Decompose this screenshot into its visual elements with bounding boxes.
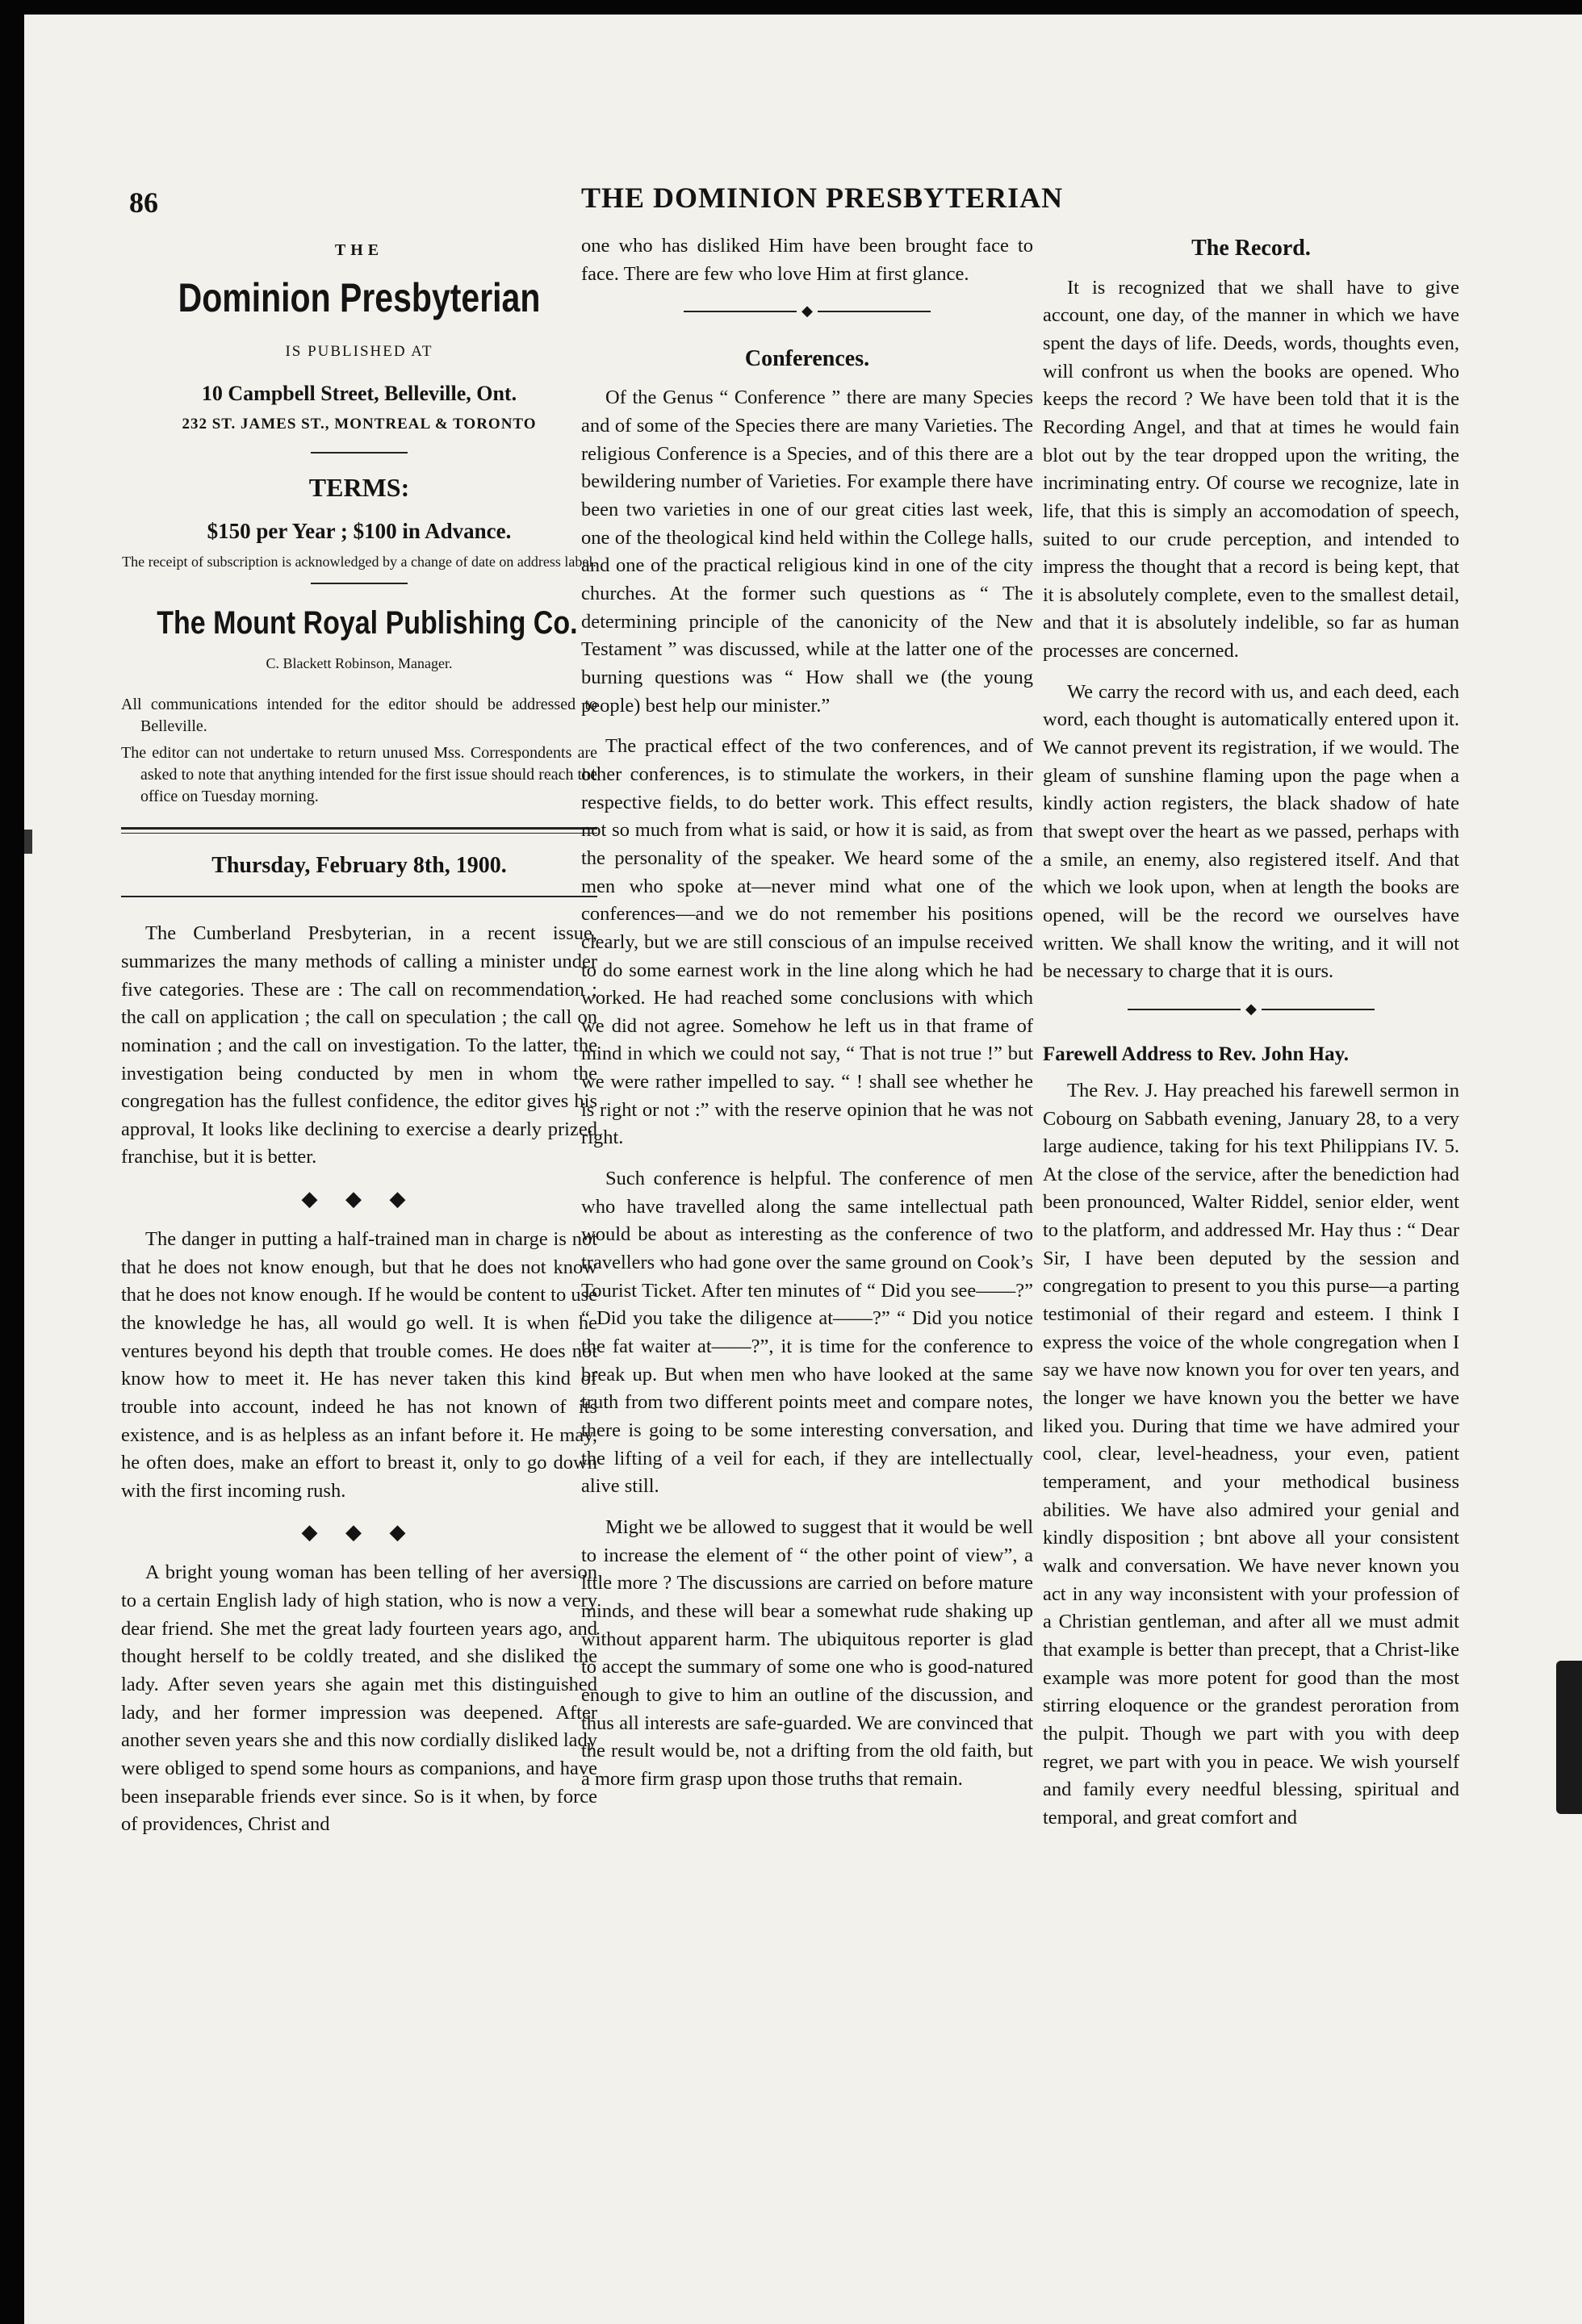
- section-heading: Farewell Address to Rev. John Hay.: [1043, 1043, 1349, 1066]
- divider-line: [818, 311, 931, 312]
- address-montreal: 232 ST. JAMES ST., MONTREAL & TORONTO: [182, 415, 537, 433]
- masthead-title: Dominion Presbyterian: [178, 275, 541, 321]
- notice-communications: All communications intended for the editor should be addressed to Belleville.: [121, 695, 597, 735]
- section-divider: [581, 301, 1033, 321]
- diamond-ornament-icon: ◆: [801, 303, 813, 320]
- manager-name: C. Blackett Robinson, Manager.: [266, 655, 453, 672]
- divider-rule: [121, 896, 597, 897]
- divider-line: [684, 311, 797, 312]
- issue-date: Thursday, February 8th, 1900.: [211, 852, 507, 878]
- diamond-divider: ◆ ◆ ◆: [301, 1520, 417, 1544]
- binding-mark: [24, 830, 32, 854]
- divider-line: [1262, 1009, 1375, 1010]
- edge-smudge: [1556, 1661, 1582, 1814]
- divider-rule: [311, 583, 408, 584]
- article-paragraph: Such conference is helpful. The conference of men who have travelled along the same intellectual path would be about as interesting as the conference of two travellers who had gone over the same ground on Cook’s Tourist Ticket. After ten minutes of “ Did you see——?” “ Did you take the diligence at——?” “ Did you notice the fat waiter at——?”, it is time for the conference to break up. But when men who have looked at the same truth from two different points meet and compare notes, there is going to be some interesting conversation, and the lifting of a veil for each, if they are intellectually alive still.: [581, 1168, 1033, 1498]
- article-paragraph: It is recognized that we shall have to give account, one day, of the manner in which we have spent the days of life. Deeds, words, thoughts even, will confront us when the books are opened. Who keeps the record ? We have been told that it is the Recording Angel, and that at times he would fain blot out by the tear dropped upon the writing, the incriminating entry. Of course we recognize, late in life, that this is simply an accomodation of speech, suited to our crude perception, and intended to impress the thought that a record is being kept, that it is absolutely complete, even to the smallest detail, and that it is absolutely indelible, so far as human processes are concerned.: [1043, 276, 1459, 663]
- article-paragraph: A bright young woman has been telling of her aversion to a certain English lady of high station, who is now a very dear friend. She met the great lady fourteen years ago, and thought herself to be coldly treated, and she disliked the lady. After seven years she again met this distinguished lady, and her former impression was deepened. After another seven years she and this now cordially disliked lady were obliged to spend some hours as companions, and have been inseparable friends ever since. So is it when, by force of providences, Christ and: [121, 1561, 597, 1836]
- notice-manuscripts: The editor can not undertake to return unused Mss. Correspondents are asked to note that anything intended for the first issue should reach the office on Tuesday morning.: [121, 743, 597, 805]
- divider-rule: [311, 452, 408, 454]
- publisher-name: The Mount Royal Publishing Co.: [157, 604, 578, 641]
- published-at: IS PUBLISHED AT: [285, 343, 433, 361]
- address-belleville: 10 Campbell Street, Belleville, Ont.: [201, 381, 517, 405]
- film-border-left: [0, 0, 24, 2324]
- column-1: [121, 232, 597, 1852]
- article-paragraph: Might we be allowed to suggest that it would be well to increase the element of “ the other point of view”, a lttle more ? The discussions are carried on before mature minds, and these will bear a somewhat rude shaking up without apparent harm. The ubiquitous reporter is glad to accept the summary of some one who is good-natured enough to give to him an outline of the discussion, and thus all interests are safe-guarded. We are convinced that the result would be, not a drifting from the old faith, but a more firm grasp upon those truths that remain.: [581, 1515, 1033, 1790]
- divider-line: [1128, 1009, 1241, 1010]
- section-heading: The Record.: [1191, 236, 1311, 261]
- editorial-notices: [121, 694, 597, 808]
- section-divider: [1043, 999, 1459, 1019]
- page-number: 86: [129, 186, 158, 219]
- masthead-the: THE: [334, 241, 384, 259]
- article-paragraph: The Cumberland Presbyterian, in a recent issue, summarizes the many methods of calling a minister under five categories. These are : The call on recommendation ; the call on application ; the call on speculation ; the call on nomination ; and the call on investigation. To the latter, the investigation being conducted by men in whom the congregation has the fullest confidence, the editor gives his approval, It looks like declining to exercise a dearly prized franchise, but it is better.: [121, 922, 597, 1168]
- double-rule: [121, 827, 597, 834]
- newspaper-page: [24, 15, 1582, 2324]
- article-paragraph: one who has disliked Him have been brought face to face. There are few who love Him at first glance.: [581, 235, 1033, 285]
- running-head: THE DOMINION PRESBYTERIAN: [581, 182, 1064, 214]
- terms-price: $150 per Year ; $100 in Advance.: [207, 518, 512, 543]
- diamond-ornament-icon: ◆: [1245, 1001, 1257, 1018]
- article-paragraph: The Rev. J. Hay preached his farewell sermon in Cobourg on Sabbath evening, January 28, to a very large audience, taking for his text Philippians IV. 5. At the close of the service, after the benediction had been pronounced, Walter Riddel, senior elder, went to the platform, and addressed Mr. Hay thus : “ Dear Sir, I have been deputed by the session and congregation to present to you this purse—a parting testimonial of their regard and esteem. I think I express the voice of the whole congregation when I say we have now known you for over ten years, and the longer we have known you the better we have liked you. During that time we have admired your cool, clear, level-headness, your even, patient temperament, and your methodical business abilities. We have also admired your genial and kindly disposition ; bnt above all your consistent walk and conversation. We have never known you act in any way inconsistent with your profession of a Christian gentleman, and after all we must admit that example is better than precept, that a Christ-like example was more potent for good than the most stirring eloquence or the grandest peroration from the pulpit. Though we part with you with deep regret, we part with you in peace. We wish yourself and family every needful blessing, spiritual and temporal, and great comfort and: [1043, 1079, 1459, 1829]
- column-2: [581, 232, 1033, 1807]
- article-paragraph: We carry the record with us, and each deed, each word, each thought is automatically entered upon it. We cannot prevent its registration, if we would. The gleam of sunshine flaming upon the page when a kindly action registers, the black shadow of hate that swept over the heart as we passed, perhaps with a smile, an enemy, also registered itself. And that which we look upon, when at length the books are opened, will be the record we ourselves have written. We shall know the writing, and it will not be necessary to charge that it is ours.: [1043, 680, 1459, 983]
- article-paragraph: The danger in putting a half-trained man in charge is not that he does not know enough, but that he does not know that he does not know enough. If he would be content to use the knowledge he has, all would go well. It is when he ventures beyond his depth that trouble comes. He does not know how to meet it. He has never taken this kind of trouble into account, indeed he has not known of its existence, and is as helpless as an infant before it. He may, he often does, make an effort to breast it, only to go down with the first incoming rush.: [121, 1227, 597, 1502]
- diamond-divider: ◆ ◆ ◆: [301, 1187, 417, 1211]
- column-3: [1043, 232, 1459, 1845]
- article-paragraph: Of the Genus “ Conference ” there are many Species and of some of the Species there are many Varieties. The religious Conference is a Species, and of this there are a bewildering number of Varieties. For example there have been two varieties in one of our great cities last week, one of the theological kind held within the College halls, and one of the practical religious kind in one of the city churches. At the former such questions as “ The determining principle of the canonicity of the New Testament ” was discussed, while at the latter one of the burning questions was “ How shall we (the young people) best help our minister.”: [581, 387, 1033, 717]
- article-paragraph: The practical effect of the two conferences, and of other conferences, is to stimulate the workers, in their respective fields, to do better work. This effect results, not so much from what is said, or how it is said, as from the personality of the speaker. We heard some of the men who spoke at—never mind what one of the conferences—and we do not remember his positions clearly, but we are still conscious of an impulse received to do some earnest work in the line along which he had worked. He had reached some conclusions with which we did not agree. Somehow he left us in that frame of mind in which we could not say, “ That is not true !” but we were rather impelled to say. “ ! shall see whether he is right or not :” with the reserve opinion that he was not right.: [581, 735, 1033, 1149]
- section-heading: Conferences.: [744, 345, 870, 371]
- terms-heading: TERMS:: [308, 472, 410, 502]
- terms-note: The receipt of subscription is acknowledged by a change of date on address label.: [122, 554, 596, 571]
- film-border-top: [0, 0, 1582, 15]
